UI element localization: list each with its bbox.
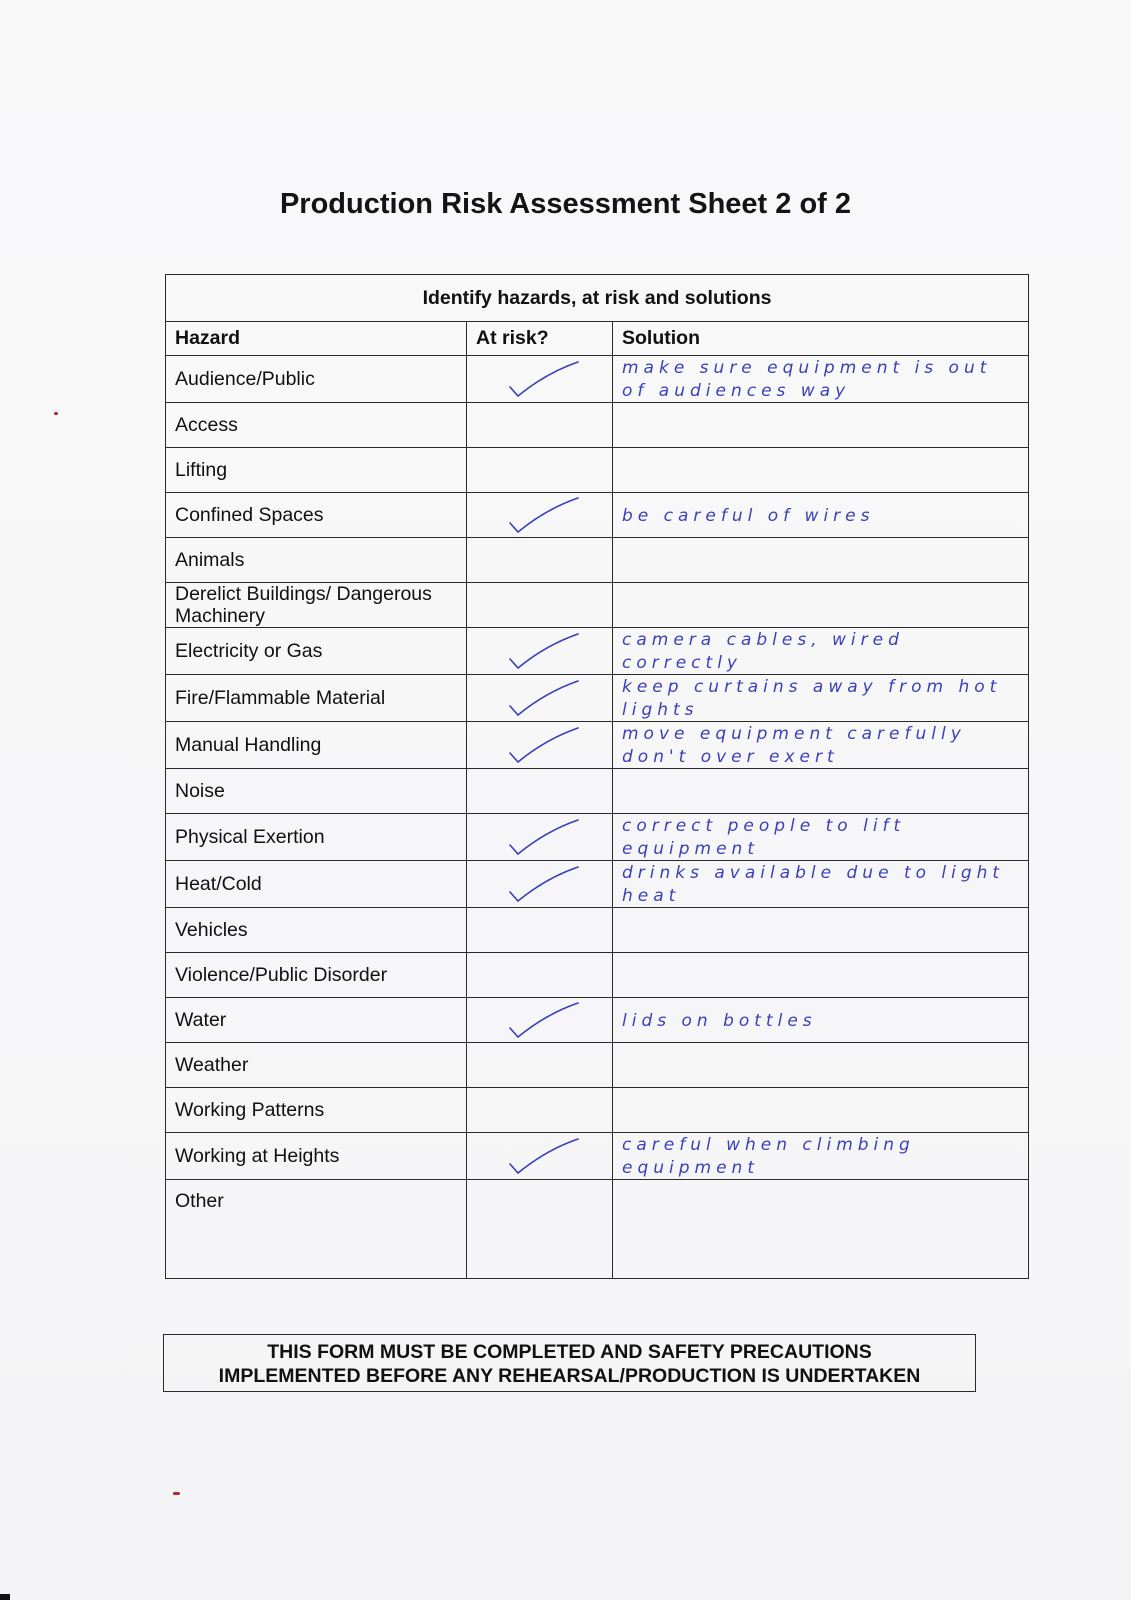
scan-speck	[54, 412, 58, 415]
solution-cell[interactable]	[613, 356, 1029, 403]
table-row	[166, 722, 1029, 769]
at-risk-cell[interactable]	[467, 769, 613, 814]
solution-cell[interactable]	[613, 1043, 1029, 1088]
table-row	[166, 628, 1029, 675]
scan-speck	[0, 1594, 10, 1600]
hazard-cell: Confined Spaces	[166, 493, 467, 538]
table-row	[166, 1180, 1029, 1279]
table-row	[166, 1088, 1029, 1133]
solution-cell[interactable]	[613, 1088, 1029, 1133]
checkmark-icon	[506, 817, 586, 857]
checkmark-icon	[506, 678, 586, 718]
table-row	[166, 448, 1029, 493]
hazard-cell: Audience/Public	[166, 356, 467, 403]
at-risk-cell[interactable]	[467, 908, 613, 953]
at-risk-cell[interactable]	[467, 403, 613, 448]
checkmark-icon	[506, 725, 586, 765]
solution-cell[interactable]	[613, 998, 1029, 1043]
table-row	[166, 1133, 1029, 1180]
at-risk-cell[interactable]	[467, 538, 613, 583]
checkmark-icon	[506, 495, 586, 535]
handwritten-solution: camera cables, wired correctly	[622, 630, 904, 673]
hazard-cell: Access	[166, 403, 467, 448]
solution-cell[interactable]	[613, 583, 1029, 628]
solution-cell[interactable]	[613, 448, 1029, 493]
handwritten-solution: keep curtains away from hot lights	[622, 677, 1002, 720]
handwritten-solution: careful when climbing equipment	[622, 1135, 915, 1178]
hazard-cell: Heat/Cold	[166, 861, 467, 908]
at-risk-cell[interactable]	[467, 675, 613, 722]
solution-cell[interactable]	[613, 1180, 1029, 1279]
hazard-cell: Vehicles	[166, 908, 467, 953]
checkmark-icon	[506, 359, 586, 399]
header-at-risk: At risk?	[467, 322, 613, 356]
table-row	[166, 769, 1029, 814]
hazard-cell: Lifting	[166, 448, 467, 493]
table-row	[166, 1043, 1029, 1088]
checkmark-icon	[506, 631, 586, 671]
table-row	[166, 493, 1029, 538]
solution-cell[interactable]	[613, 1133, 1029, 1180]
hazard-cell: Fire/Flammable Material	[166, 675, 467, 722]
table-row	[166, 861, 1029, 908]
at-risk-cell[interactable]	[467, 628, 613, 675]
solution-cell[interactable]	[613, 814, 1029, 861]
hazard-cell: Derelict Buildings/ Dangerous Machinery	[166, 583, 467, 628]
table-caption: Identify hazards, at risk and solutions	[166, 275, 1029, 322]
table-row	[166, 814, 1029, 861]
at-risk-cell[interactable]	[467, 953, 613, 998]
hazard-cell: Working Patterns	[166, 1088, 467, 1133]
solution-cell[interactable]	[613, 403, 1029, 448]
handwritten-solution: correct people to lift equipment	[622, 816, 906, 859]
table-row	[166, 538, 1029, 583]
hazard-cell: Other	[166, 1180, 467, 1279]
at-risk-cell[interactable]	[467, 583, 613, 628]
at-risk-cell[interactable]	[467, 722, 613, 769]
at-risk-cell[interactable]	[467, 1088, 613, 1133]
handwritten-solution: make sure equipment is out of audiences way	[622, 358, 992, 401]
risk-table	[165, 274, 1029, 1279]
table-body	[166, 356, 1029, 1279]
solution-cell[interactable]	[613, 953, 1029, 998]
checkmark-icon	[506, 1000, 586, 1040]
handwritten-solution: be careful of wires	[622, 505, 875, 526]
table-row	[166, 908, 1029, 953]
at-risk-cell[interactable]	[467, 1133, 613, 1180]
checkmark-icon	[506, 864, 586, 904]
page-title: Production Risk Assessment Sheet 2 of 2	[279, 188, 852, 220]
footer-notice-line-2: IMPLEMENTED BEFORE ANY REHEARSAL/PRODUCTION IS UNDERTAKEN	[218, 1365, 921, 1387]
at-risk-cell[interactable]	[467, 861, 613, 908]
hazard-cell: Working at Heights	[166, 1133, 467, 1180]
hazard-cell: Animals	[166, 538, 467, 583]
footer-notice-line-1: THIS FORM MUST BE COMPLETED AND SAFETY PRECAUTIONS	[267, 1341, 872, 1363]
checkmark-icon	[506, 1136, 586, 1176]
hazard-cell: Water	[166, 998, 467, 1043]
at-risk-cell[interactable]	[467, 356, 613, 403]
table-row	[166, 953, 1029, 998]
footer-notice	[163, 1334, 976, 1392]
solution-cell[interactable]	[613, 675, 1029, 722]
hazard-cell: Electricity or Gas	[166, 628, 467, 675]
solution-cell[interactable]	[613, 628, 1029, 675]
table-row	[166, 675, 1029, 722]
solution-cell[interactable]	[613, 769, 1029, 814]
hazard-cell: Manual Handling	[166, 722, 467, 769]
at-risk-cell[interactable]	[467, 493, 613, 538]
hazard-cell: Weather	[166, 1043, 467, 1088]
hazard-cell: Noise	[166, 769, 467, 814]
solution-cell[interactable]	[613, 538, 1029, 583]
scan-speck	[173, 1492, 180, 1495]
table-row	[166, 403, 1029, 448]
table-row	[166, 583, 1029, 628]
handwritten-solution: lids on bottles	[622, 1010, 817, 1031]
header-hazard: Hazard	[166, 322, 467, 356]
at-risk-cell[interactable]	[467, 1043, 613, 1088]
at-risk-cell[interactable]	[467, 1180, 613, 1279]
at-risk-cell[interactable]	[467, 814, 613, 861]
table-row	[166, 356, 1029, 403]
handwritten-solution: move equipment carefully don't over exert	[622, 724, 966, 767]
table-row	[166, 998, 1029, 1043]
header-solution: Solution	[613, 322, 1029, 356]
solution-cell[interactable]	[613, 493, 1029, 538]
handwritten-solution: drinks available due to light heat	[622, 863, 1005, 906]
solution-cell[interactable]	[613, 861, 1029, 908]
at-risk-cell[interactable]	[467, 448, 613, 493]
at-risk-cell[interactable]	[467, 998, 613, 1043]
hazard-cell: Violence/Public Disorder	[166, 953, 467, 998]
solution-cell[interactable]	[613, 908, 1029, 953]
solution-cell[interactable]	[613, 722, 1029, 769]
hazard-cell: Physical Exertion	[166, 814, 467, 861]
